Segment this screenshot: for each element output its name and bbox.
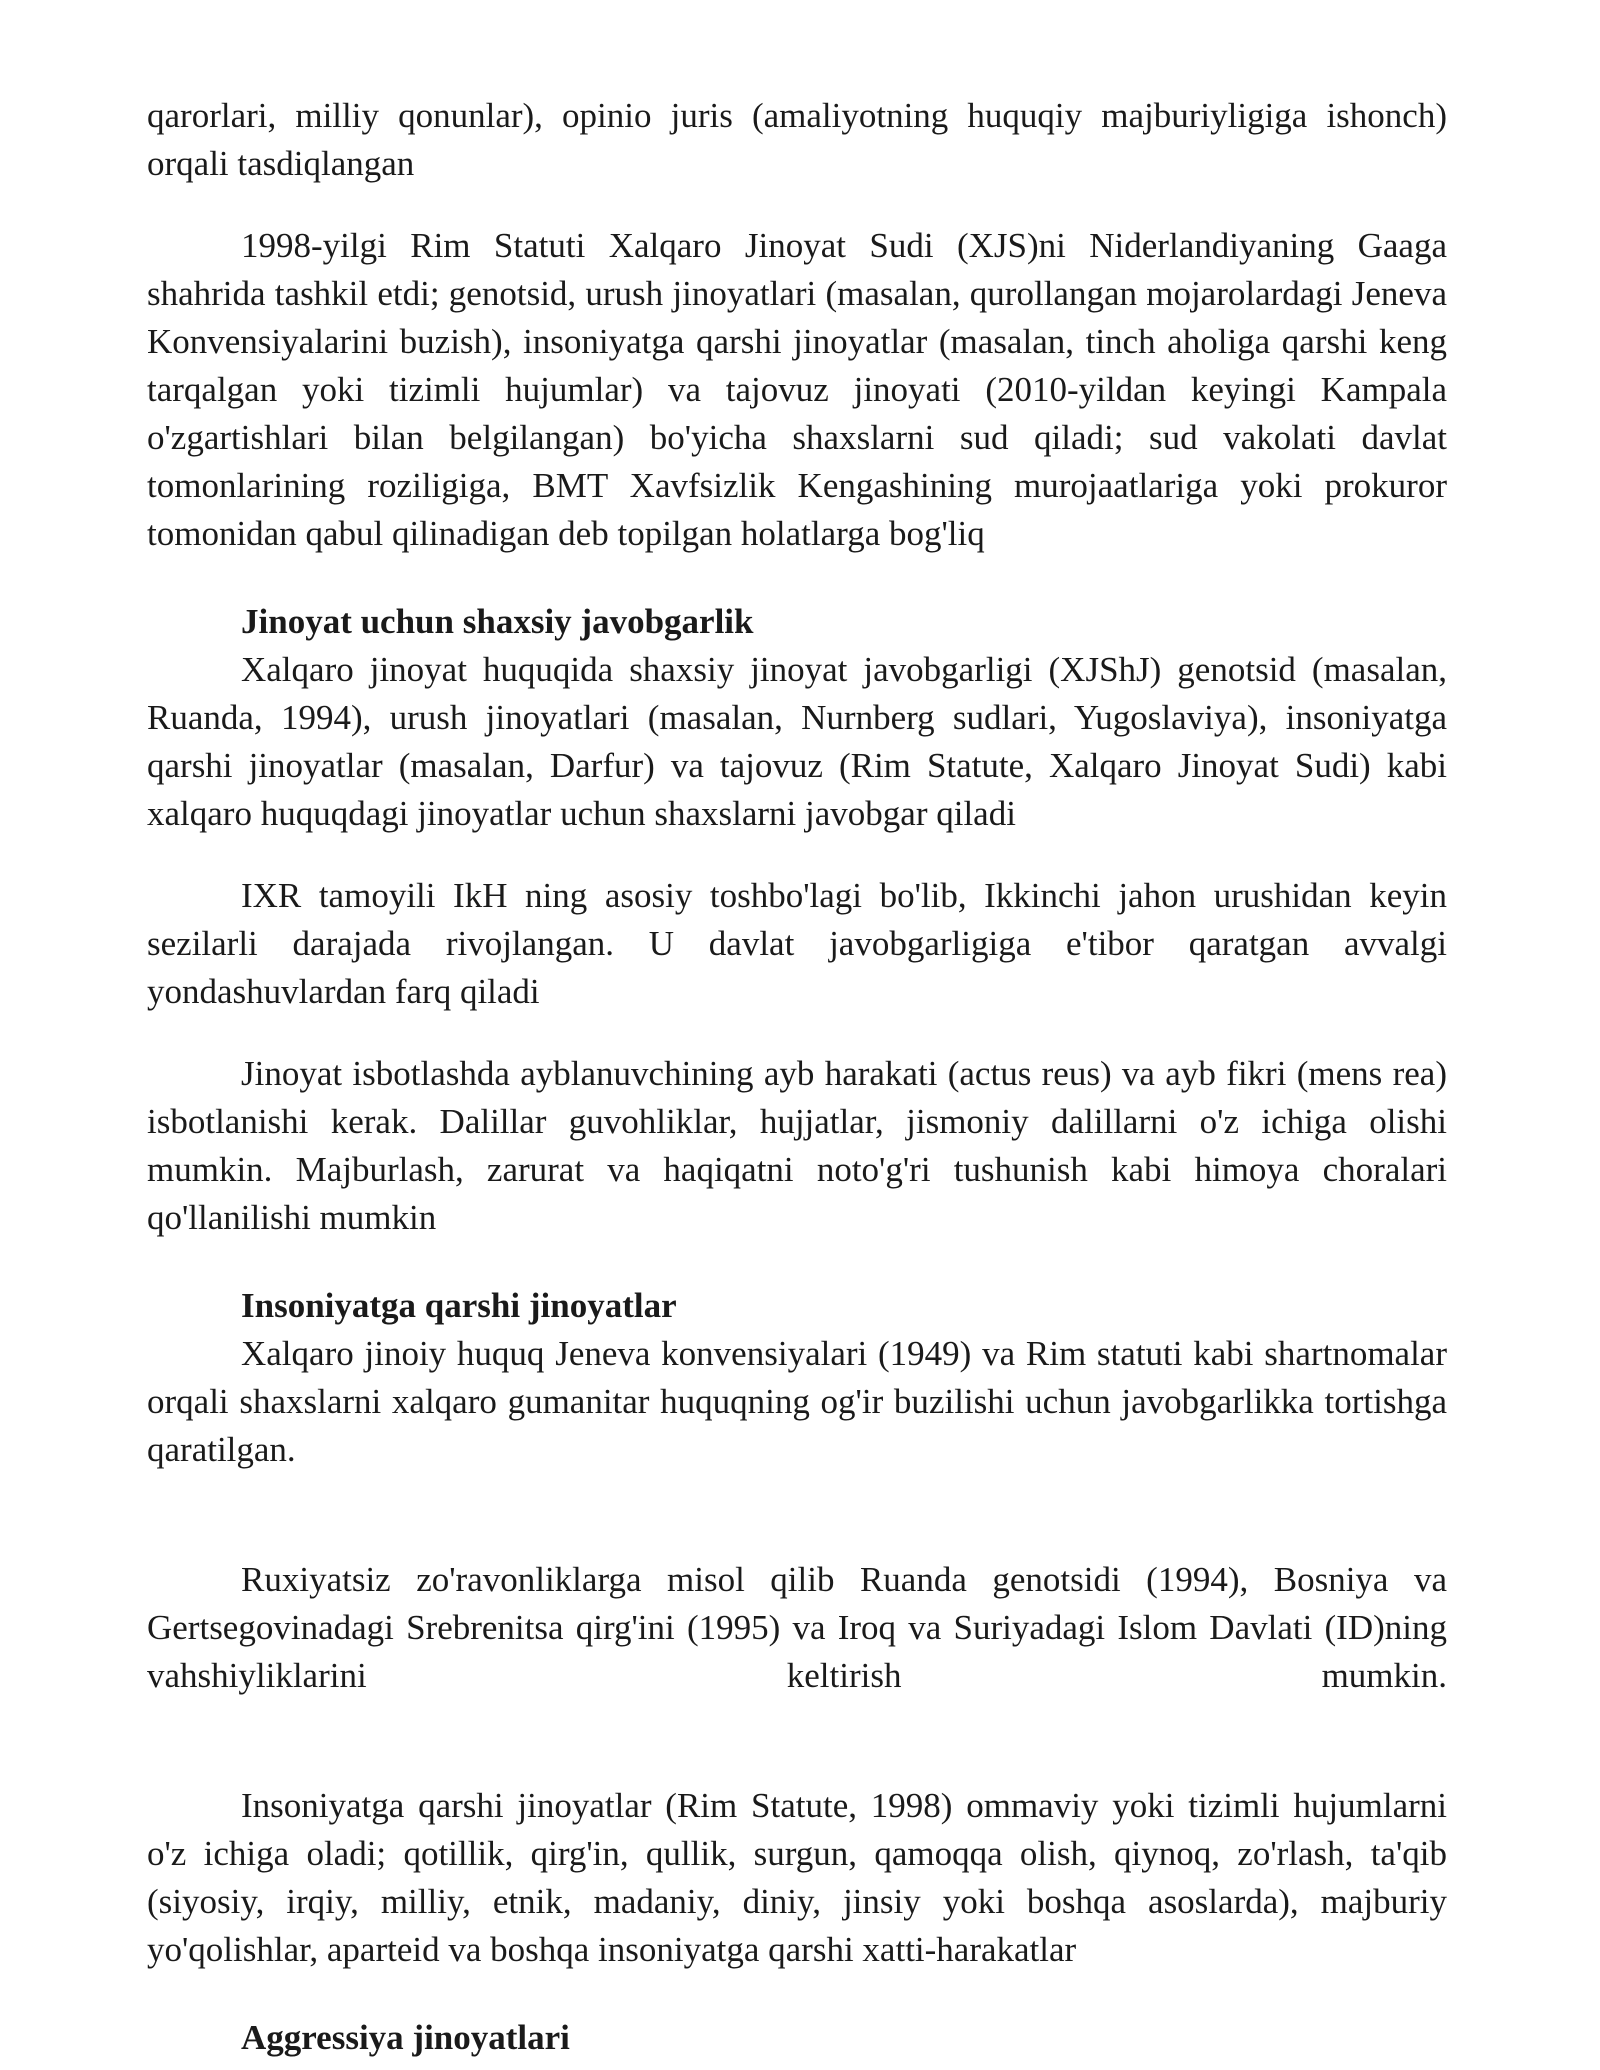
paragraph-continuation: qarorlari, milliy qonunlar), opinio juris (amaliyotning huquqiy majburiyligiga ishonch) orqali tasdiqlangan xyxy=(147,96,1447,183)
heading-individual-responsibility: Jinoyat uchun shaxsiy javobgarlik xyxy=(241,602,754,641)
heading-crimes-against-humanity: Insoniyatga qarshi jinoyatlar xyxy=(241,1286,677,1325)
paragraph-atrocity-examples: Ruxiyatsiz zo'ravonliklarga misol qilib Ruanda genotsidi (1994), Bosniya va Gertsegovinadagi Srebrenitsa qirg'ini (1995) va Iroq va Suriyadagi Islom Davlati (ID)ning vahshiyliklarini keltirish mumkin. xyxy=(147,1560,1447,1695)
heading-aggression-crimes: Aggressiya jinoyatlari xyxy=(241,2018,570,2057)
paragraph-proof-of-crime: Jinoyat isbotlashda ayblanuvchining ayb harakati (actus reus) va ayb fikri (mens rea) isbotlanishi kerak. Dalillar guvohliklar, hujjatlar, jismoniy dalillarni o'z ichiga olishi mumkin. Majburlash, zarurat va haqiqatni noto'g'ri tushunish kabi himoya choralari qo'llanilishi mumkin xyxy=(147,1054,1447,1237)
paragraph-individual-responsibility: Xalqaro jinoyat huquqida shaxsiy jinoyat javobgarligi (XJShJ) genotsid (masalan, Ruanda, 1994), urush jinoyatlari (masalan, Nurnberg sudlari, Yugoslaviya), insoniyatga qarshi jinoyatlar (masalan, Darfur) va tajovuz (Rim Statute, Xalqaro Jinoyat Sudi) kabi xalqaro huquqdagi jinoyatlar uchun shaxslarni javobgar qiladi xyxy=(147,650,1447,833)
paragraph-rome-statute: 1998-yilgi Rim Statuti Xalqaro Jinoyat Sudi (XJS)ni Niderlandiyaning Gaaga shahrida tashkil etdi; genotsid, urush jinoyatlari (masalan, qurollangan mojarolardagi Jeneva Konvensiyalarini buzish), insoniyatga qarshi jinoyatlar (masalan, tinch aholiga qarshi keng tarqalgan yoki tizimli hujumlar) va tajovuz jinoyati (2010-yildan keyingi Kampala o'zgartishlari bilan belgilangan) bo'yicha shaxslarni sud qiladi; sud vakolati davlat tomonlarining roziligiga, BMT Xavfsizlik Kengashining murojaatlariga yoki prokuror tomonidan qabul qilinadigan deb topilgan holatlarga bog'liq xyxy=(147,226,1447,553)
paragraph-ixr-principle: IXR tamoyili IkH ning asosiy toshbo'lagi bo'lib, Ikkinchi jahon urushidan keyin sezilarli darajada rivojlangan. U davlat javobgarligiga e'tibor qaratgan avvalgi yondashuvlardan farq qiladi xyxy=(147,876,1447,1011)
document-body xyxy=(147,92,1447,2062)
paragraph-crimes-definition: Insoniyatga qarshi jinoyatlar (Rim Statute, 1998) ommaviy yoki tizimli hujumlarni o'z ichiga oladi; qotillik, qirg'in, qullik, surgun, qamoqqa olish, qiynoq, zo'rlash, ta'qib (siyosiy, irqiy, milliy, etnik, madaniy, diniy, jinsiy yoki boshqa asoslarda), majburiy yo'qolishlar, aparteid va boshqa insoniyatga qarshi xatti-harakatlar xyxy=(147,1786,1447,1969)
paragraph-geneva-conventions: Xalqaro jinoiy huquq Jeneva konvensiyalari (1949) va Rim statuti kabi shartnomalar orqali shaxslarni xalqaro gumanitar huquqning og'ir buzilishi uchun javobgarlikka tortishga qaratilgan. xyxy=(147,1334,1447,1469)
